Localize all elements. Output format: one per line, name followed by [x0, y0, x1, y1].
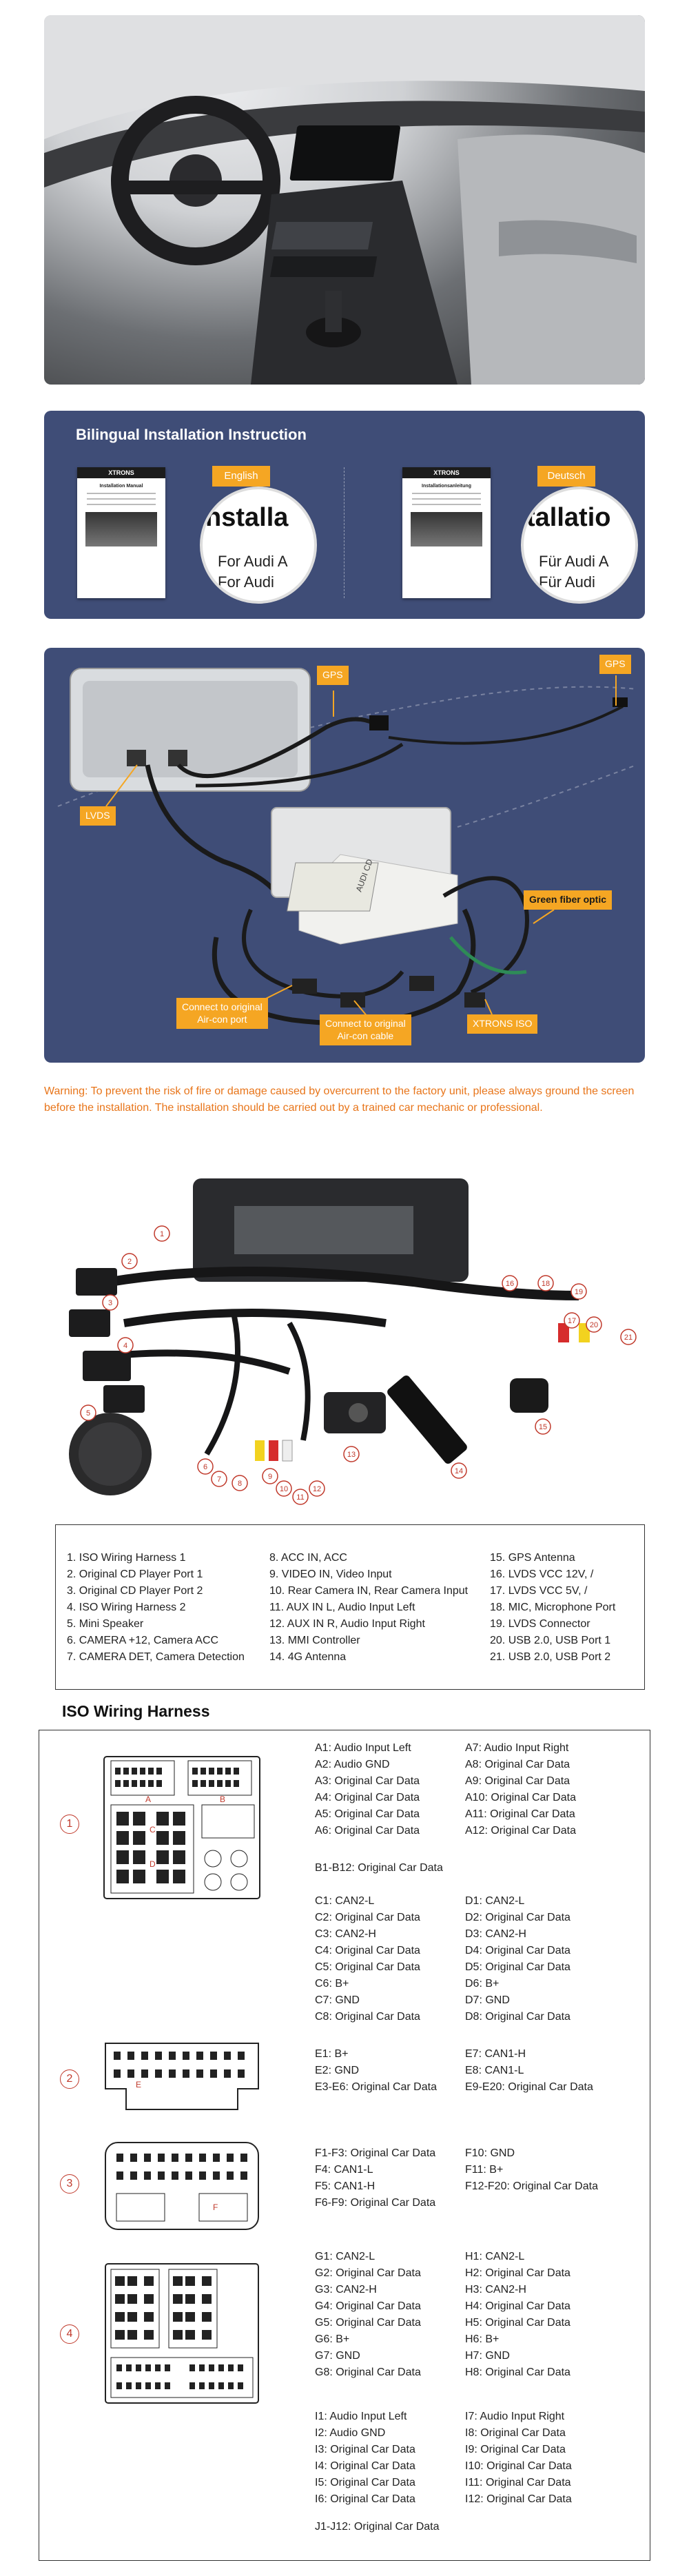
aircon-cable-label: [320, 1014, 411, 1045]
connector-letter: B: [220, 1795, 226, 1804]
pin-item: I11: Original Car Data: [465, 2477, 571, 2488]
callout-18: [538, 1276, 553, 1291]
gps-label: GPS: [599, 655, 631, 674]
callout-15: [535, 1419, 551, 1434]
pin-item: I7: Audio Input Right: [465, 2411, 565, 2422]
magnifier-line: For Audi: [218, 573, 274, 591]
pin-list-i-left: [315, 2409, 415, 2508]
warning-text: Warning: To prevent the risk of fire or damage caused by overcurrent to the factory unit, please always ground the screen before the installation. The installation should be carried out by a trained car mechanic or professional.: [44, 1085, 635, 1114]
connector-letter: D: [150, 1859, 156, 1869]
magnifier-text: nstalla: [205, 503, 289, 532]
callout-1: [154, 1226, 169, 1241]
pin-item: E9-E20: Original Car Data: [465, 2081, 593, 2093]
pin-item: D2: Original Car Data: [465, 1912, 570, 1923]
pin-item: A8: Original Car Data: [465, 1759, 570, 1770]
callout-4: [118, 1338, 133, 1353]
connector-letter: A: [145, 1795, 152, 1804]
pin-item: G1: CAN2-L: [315, 2251, 376, 2262]
pin-item: I12: Original Car Data: [465, 2493, 572, 2505]
connector-4-diagram: [103, 2261, 261, 2406]
wiring-illustration: [44, 648, 645, 1063]
pin-item: G6: B+: [315, 2333, 350, 2345]
callout-label: 19: [574, 1288, 584, 1296]
connector-number: 2: [60, 2069, 79, 2089]
list-item: 4. ISO Wiring Harness 2: [67, 1602, 186, 1613]
pin-item: G7: GND: [315, 2350, 360, 2362]
pin-item: H5: Original Car Data: [465, 2317, 570, 2329]
callout-13: [344, 1447, 359, 1462]
xtrons-iso-label: XTRONS ISO: [467, 1014, 537, 1034]
pin-item: H7: GND: [465, 2350, 510, 2362]
manual-card-image: [411, 512, 482, 546]
pin-list-a-right: [465, 1740, 576, 1839]
pin-item: E3-E6: Original Car Data: [315, 2081, 437, 2093]
pin-list-f-right: [465, 2145, 598, 2195]
car-interior-illustration: [44, 15, 645, 385]
pin-item: I9: Original Car Data: [465, 2444, 566, 2455]
pin-item: D7: GND: [465, 1994, 510, 2006]
pin-item: G5: Original Car Data: [315, 2317, 421, 2329]
pin-item: D5: Original Car Data: [465, 1961, 570, 1973]
magnifier-line: For Audi A: [218, 553, 288, 570]
pin-item: H8: Original Car Data: [465, 2367, 570, 2378]
pin-item: A11: Original Car Data: [465, 1808, 575, 1820]
list-item: 6. CAMERA +12, Camera ACC: [67, 1635, 219, 1646]
manual-card-header: XTRONS: [77, 467, 165, 478]
pin-item: G2: Original Car Data: [315, 2267, 421, 2279]
callout-7: [212, 1471, 227, 1486]
callout-label: 5: [85, 1409, 91, 1418]
callout-6: [198, 1459, 213, 1474]
connector-number: 4: [60, 2324, 79, 2344]
pin-item: D4: Original Car Data: [465, 1945, 570, 1956]
pin-item: G4: Original Car Data: [315, 2300, 421, 2312]
callout-5: [81, 1405, 96, 1420]
callout-label: 4: [123, 1342, 128, 1350]
bilingual-instruction-panel: [44, 411, 645, 619]
manual-card-header: XTRONS: [402, 467, 491, 478]
connector-letter: E: [136, 2080, 142, 2089]
pin-item: I3: Original Car Data: [315, 2444, 415, 2455]
list-item: 17. LVDS VCC 5V, /: [490, 1585, 588, 1597]
magnifier-line: Für Audi A: [539, 553, 609, 570]
callout-19: [571, 1284, 586, 1299]
callout-label: 2: [127, 1258, 132, 1266]
pin-item: H1: CAN2-L: [465, 2251, 525, 2262]
callout-label: 17: [567, 1317, 577, 1325]
callout-10: [276, 1481, 291, 1496]
pin-item: F4: CAN1-L: [315, 2164, 373, 2176]
pin-item: A7: Audio Input Right: [465, 1742, 569, 1754]
callout-label: 9: [267, 1473, 273, 1481]
list-item: 3. Original CD Player Port 2: [67, 1585, 203, 1597]
pin-list-e-left: [315, 2046, 437, 2096]
callout-label: 12: [312, 1485, 322, 1493]
pin-item: A5: Original Car Data: [315, 1808, 420, 1820]
pin-list-a-left: [315, 1740, 420, 1839]
list-item: 14. 4G Antenna: [269, 1651, 347, 1663]
pin-item: F11: B+: [465, 2164, 504, 2176]
label-line: Air-con port: [197, 1013, 247, 1025]
connector-1-diagram: [103, 1755, 261, 1900]
section-title: Bilingual Installation Instruction: [76, 426, 307, 443]
pin-item: F1-F3: Original Car Data: [315, 2147, 436, 2159]
connector-number: 3: [60, 2174, 79, 2194]
pin-item: I10: Original Car Data: [465, 2460, 572, 2472]
pin-item: A12: Original Car Data: [465, 1825, 576, 1837]
connector-2-diagram: [103, 2041, 261, 2112]
pin-item: C1: CAN2-L: [315, 1895, 375, 1907]
callout-8: [232, 1475, 247, 1491]
pin-item: I6: Original Car Data: [315, 2493, 415, 2505]
callout-14: [451, 1463, 466, 1478]
list-item: 12. AUX IN R, Audio Input Right: [269, 1618, 425, 1630]
manual-card-image: [85, 512, 157, 546]
parts-list-col-1: [67, 1550, 245, 1666]
installation-diagram: [44, 648, 645, 1063]
pin-item: F5: CAN1-H: [315, 2180, 376, 2192]
pin-item: D1: CAN2-L: [465, 1895, 525, 1907]
english-magnifier: [200, 487, 317, 604]
pin-item: C4: Original Car Data: [315, 1945, 420, 1956]
parts-list: [55, 1524, 645, 1690]
pin-item: H3: CAN2-H: [465, 2284, 526, 2296]
pin-list-e-right: [465, 2046, 593, 2096]
pin-list-g: [315, 2249, 421, 2381]
callout-9: [263, 1469, 278, 1484]
pin-item: I1: Audio Input Left: [315, 2411, 407, 2422]
pin-item: A6: Original Car Data: [315, 1825, 420, 1837]
callout-16: [502, 1276, 517, 1291]
callout-label: 7: [216, 1475, 222, 1484]
callout-11: [293, 1489, 308, 1504]
parts-list-col-2: [269, 1550, 468, 1666]
callout-label: 16: [505, 1280, 515, 1288]
connector-letter: C: [150, 1825, 156, 1834]
pin-item: G8: Original Car Data: [315, 2367, 421, 2378]
car-interior-photo: [44, 15, 645, 385]
callout-label: 3: [107, 1299, 113, 1307]
pin-list-h: [465, 2249, 570, 2381]
callout-label: 21: [624, 1333, 633, 1342]
pin-item: A10: Original Car Data: [465, 1792, 576, 1803]
pin-item: E1: B+: [315, 2048, 349, 2060]
iso-section-title: ISO Wiring Harness: [62, 1702, 210, 1720]
callout-label: 11: [296, 1493, 305, 1502]
pin-item: E7: CAN1-H: [465, 2048, 526, 2060]
pin-item: B1-B12: Original Car Data: [315, 1862, 443, 1874]
callout-label: 18: [541, 1280, 551, 1288]
magnifier-text: tallatio: [526, 503, 611, 532]
german-magnifier: [521, 487, 638, 604]
list-item: 15. GPS Antenna: [490, 1552, 575, 1564]
accessories-photo: [28, 1165, 661, 1509]
callout-label: 15: [538, 1423, 548, 1431]
pin-item: G3: CAN2-H: [315, 2284, 377, 2296]
callout-label: 1: [159, 1230, 165, 1238]
parts-list-col-3: [490, 1550, 615, 1666]
connector-number: 1: [60, 1815, 79, 1834]
list-item: 5. Mini Speaker: [67, 1618, 144, 1630]
list-item: 10. Rear Camera IN, Rear Camera Input: [269, 1585, 469, 1597]
callout-label: 8: [237, 1480, 243, 1488]
label-line: Air-con cable: [337, 1030, 394, 1041]
pin-item: A2: Audio GND: [315, 1759, 390, 1770]
pin-item: I8: Original Car Data: [465, 2427, 566, 2439]
pin-item: C5: Original Car Data: [315, 1961, 420, 1973]
pin-item: F10: GND: [465, 2147, 515, 2159]
pin-item: H6: B+: [465, 2333, 500, 2345]
pin-item: C2: Original Car Data: [315, 1912, 420, 1923]
pin-list-d: [465, 1893, 570, 2025]
pin-item: J1-J12: Original Car Data: [315, 2521, 440, 2533]
callout-12: [309, 1481, 325, 1496]
list-item: 18. MIC, Microphone Port: [490, 1602, 616, 1613]
pin-list-j: [315, 2519, 440, 2535]
callout-17: [564, 1313, 579, 1328]
pin-list-c: [315, 1893, 420, 2025]
pin-item: E8: CAN1-L: [465, 2065, 524, 2076]
callout-20: [586, 1317, 601, 1332]
connector-3-diagram: [103, 2140, 261, 2232]
pin-item: I5: Original Car Data: [315, 2477, 415, 2488]
lvds-label: LVDS: [80, 806, 116, 826]
pin-item: A1: Audio Input Left: [315, 1742, 411, 1754]
list-item: 21. USB 2.0, USB Port 2: [490, 1651, 611, 1663]
pin-item: A4: Original Car Data: [315, 1792, 420, 1803]
pin-item: I2: Audio GND: [315, 2427, 386, 2439]
list-item: 19. LVDS Connector: [490, 1618, 590, 1630]
english-manual-card: [77, 467, 165, 598]
pin-item: C7: GND: [315, 1994, 360, 2006]
pin-item: E2: GND: [315, 2065, 360, 2076]
manual-card-title: Installation Manual: [99, 484, 143, 489]
gps-label: GPS: [317, 666, 349, 685]
manual-card-title: Installationsanleitung: [422, 484, 471, 489]
pin-item: D6: B+: [465, 1978, 500, 1990]
pin-list-i-right: [465, 2409, 572, 2508]
pin-item: C3: CAN2-H: [315, 1928, 376, 1940]
callout-3: [103, 1295, 118, 1310]
green-fiber-label: Green fiber optic: [524, 890, 612, 910]
list-item: 16. LVDS VCC 12V, /: [490, 1568, 594, 1580]
pin-list-b: [315, 1860, 443, 1877]
callout-label: 20: [589, 1321, 599, 1329]
pin-item: A3: Original Car Data: [315, 1775, 420, 1787]
list-item: 9. VIDEO IN, Video Input: [269, 1568, 392, 1580]
pin-item: C8: Original Car Data: [315, 2011, 420, 2023]
label-line: Connect to original: [182, 1001, 263, 1012]
callout-2: [122, 1254, 137, 1269]
pin-item: F12-F20: Original Car Data: [465, 2180, 598, 2192]
callout-label: 14: [454, 1467, 464, 1475]
pin-item: H2: Original Car Data: [465, 2267, 570, 2279]
connector-letter: F: [213, 2202, 218, 2212]
pin-list-f-left: [315, 2145, 435, 2211]
list-item: 20. USB 2.0, USB Port 1: [490, 1635, 611, 1646]
svg-text:AUDI CD: AUDI CD: [353, 857, 375, 894]
callout-label: 6: [203, 1463, 208, 1471]
pin-item: D8: Original Car Data: [465, 2011, 570, 2023]
accessories-illustration: [28, 1165, 661, 1509]
list-item: 11. AUX IN L, Audio Input Left: [269, 1602, 415, 1613]
list-item: 8. ACC IN, ACC: [269, 1552, 347, 1564]
german-manual-card: [402, 467, 491, 598]
list-item: 1. ISO Wiring Harness 1: [67, 1552, 186, 1564]
callout-label: 10: [279, 1485, 289, 1493]
pin-item: D3: CAN2-H: [465, 1928, 526, 1940]
pin-item: A9: Original Car Data: [465, 1775, 570, 1787]
list-item: 13. MMI Controller: [269, 1635, 360, 1646]
iso-wiring-box: [39, 1730, 650, 2561]
callout-21: [621, 1329, 636, 1345]
english-tag: English: [212, 466, 270, 487]
pin-item: I4: Original Car Data: [315, 2460, 415, 2472]
list-item: 7. CAMERA DET, Camera Detection: [67, 1651, 245, 1663]
label-line: Connect to original: [325, 1018, 406, 1029]
pin-item: C6: B+: [315, 1978, 349, 1990]
callout-label: 13: [347, 1451, 356, 1459]
german-tag: Deutsch: [537, 466, 595, 487]
aircon-port-label: [176, 998, 268, 1029]
pin-item: F6-F9: Original Car Data: [315, 2197, 436, 2209]
list-item: 2. Original CD Player Port 1: [67, 1568, 203, 1580]
pin-item: H4: Original Car Data: [465, 2300, 570, 2312]
magnifier-line: Für Audi: [539, 573, 595, 591]
